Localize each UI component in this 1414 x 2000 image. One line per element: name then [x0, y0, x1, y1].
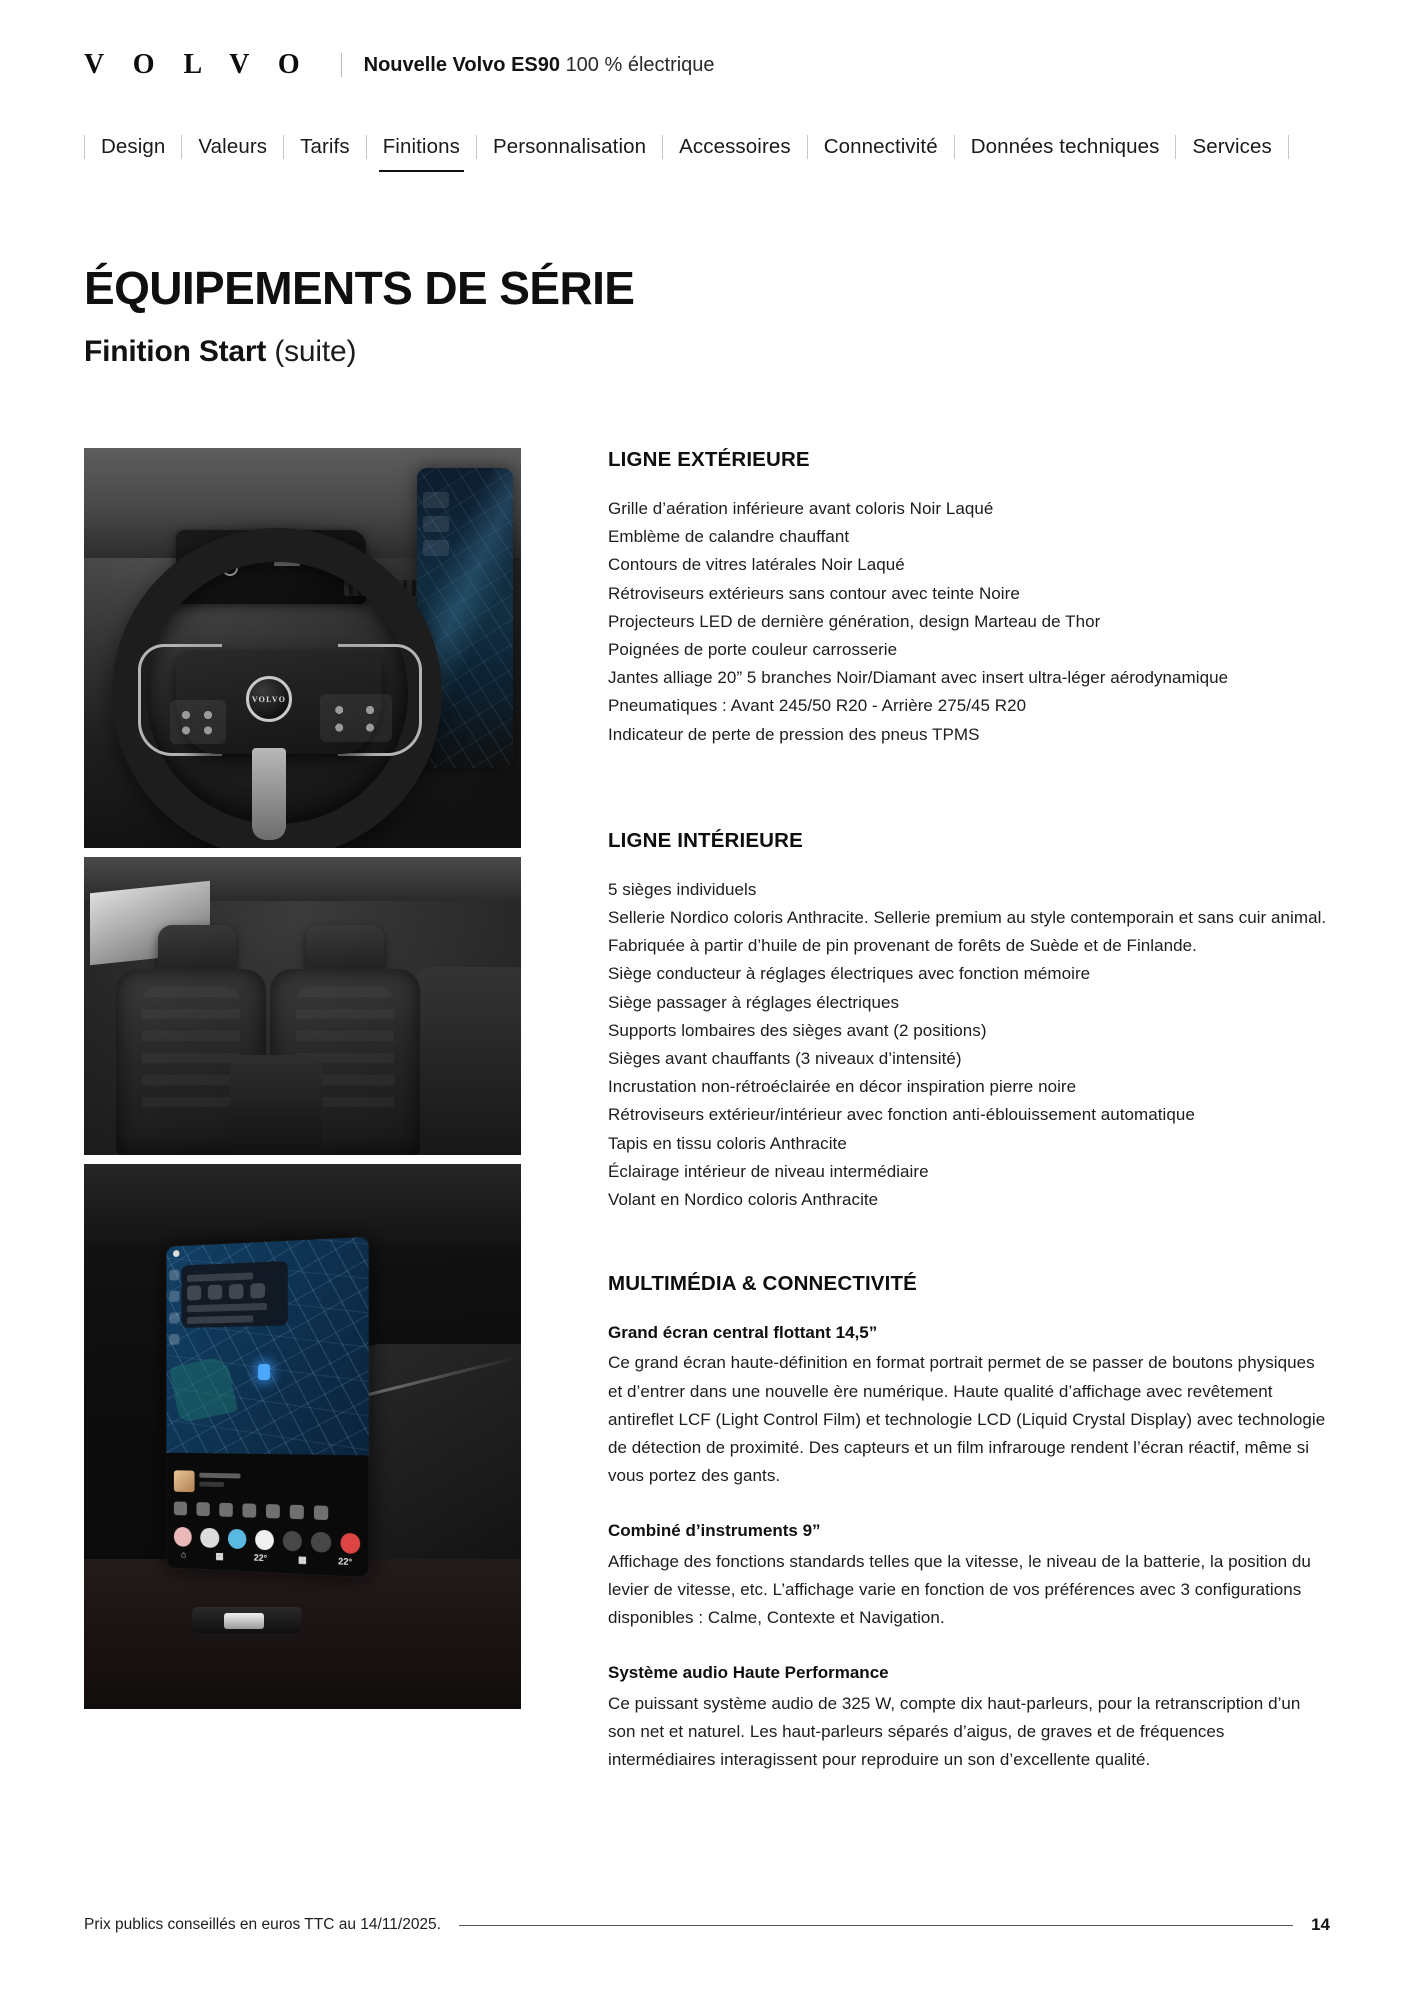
brand-header [84, 48, 715, 82]
section-heading-exterieure: LIGNE EXTÉRIEURE [608, 448, 810, 471]
list-item: Jantes alliage 20” 5 branches Noir/Diamant avec insert ultra-léger aérodynamique [608, 668, 1229, 688]
specifications-content [608, 448, 1328, 1774]
gear-shifter-graphic [224, 1613, 264, 1629]
album-art [174, 1470, 195, 1492]
list-item: Indicateur de perte de pression des pneus TPMS [608, 724, 980, 744]
list-item: Contours de vitres latérales Noir Laqué [608, 555, 905, 575]
list-item: Siège passager à réglages électriques [608, 992, 900, 1012]
list-item: Rétroviseurs extérieur/intérieur avec fonction anti-éblouissement automatique [608, 1105, 1195, 1125]
section-heading-interieure: LIGNE INTÉRIEURE [608, 828, 803, 852]
media-widget[interactable] [174, 1466, 241, 1497]
list-item: Poignées de porte couleur carrosserie [608, 640, 898, 660]
list-item: Tapis en tissu coloris Anthracite [608, 1133, 847, 1153]
nav-item-donnees-techniques[interactable]: Données techniques [970, 135, 1160, 158]
list-item: Sièges avant chauffants (3 niveaux d’intensité) [608, 1049, 962, 1069]
list-item: Incrustation non-rétroéclairée en décor inspiration pierre noire [608, 1077, 1077, 1097]
subsection-title: Combiné d’instruments 9” [608, 1521, 821, 1541]
subsection-body: Affichage des fonctions standards telles que la vitesse, le niveau de la batterie, la position du levier de vitesse, etc. L’affichage varie en fonction de vos préférences avec 3 configurations disponibles : Calme, Contexte et Navigation. [608, 1551, 1311, 1628]
screen-bottom-panel [166, 1453, 368, 1577]
feature-list-exterieure [608, 495, 1328, 749]
footer-rule [459, 1925, 1293, 1926]
subsection-title: Système audio Haute Performance [608, 1663, 889, 1683]
photo-column [84, 448, 521, 1709]
list-item: Projecteurs LED de dernière génération, design Marteau de Thor [608, 611, 1101, 631]
nav-item-services[interactable]: Services [1192, 135, 1272, 158]
page-subtitle-trim: Finition Start [84, 335, 267, 368]
subsection-body: Ce puissant système audio de 325 W, compte dix haut-parleurs, pour la retranscription d’un son net et naturel. Les haut-parleurs séparés d’aigus, de graves et de fréquences intermédiaires interagissent pour reproduire un son d’excellente qualité. [608, 1693, 1301, 1769]
subsection-grand-ecran [608, 1319, 1328, 1490]
nav-item-personnalisation[interactable]: Personnalisation [492, 135, 647, 158]
section-nav[interactable] [84, 128, 1289, 166]
navigation-suggestions-card[interactable] [181, 1261, 287, 1328]
infotainment-screen-graphic [166, 1237, 368, 1577]
list-item: Éclairage intérieur de niveau intermédiaire [608, 1161, 929, 1181]
nav-item-finitions[interactable]: Finitions [367, 128, 476, 166]
model-title [364, 55, 715, 75]
nav-item-connectivite[interactable]: Connectivité [823, 135, 938, 158]
nav-item-valeurs[interactable]: Valeurs [198, 135, 268, 158]
photo-steering-wheel [84, 448, 521, 848]
temp-left[interactable]: 22° [253, 1552, 268, 1564]
subsection-systeme-audio [608, 1659, 1328, 1774]
page-footer [84, 1915, 1330, 1935]
volvo-logo[interactable]: V O L V O [84, 49, 311, 80]
photo-center-display [84, 1164, 521, 1709]
media-controls[interactable] [174, 1501, 360, 1521]
nav-divider [1288, 135, 1289, 159]
page-title: ÉQUIPEMENTS DE SÉRIE [84, 262, 635, 314]
volvo-badge-icon: VOLVO [246, 676, 292, 722]
home-icon[interactable]: ⌂ [180, 1549, 187, 1560]
photo-front-seats [84, 857, 521, 1155]
list-item: Volant en Nordico coloris Anthracite [608, 1190, 879, 1210]
subsection-combine-instruments [608, 1517, 1328, 1632]
list-item: Grille d’aération inférieure avant coloris Noir Laqué [608, 499, 994, 518]
footer-note: Prix publics conseillés en euros TTC au 14/11/2025. [84, 1916, 441, 1933]
nav-item-tarifs[interactable]: Tarifs [300, 135, 350, 158]
vehicle-position-marker [258, 1364, 270, 1380]
page-subtitle-suffix: (suite) [274, 335, 357, 368]
header-divider [341, 53, 342, 77]
model-powertrain: 100 % électrique [565, 54, 715, 76]
list-item: Pneumatiques : Avant 245/50 R20 - Arrière 275/45 R20 [608, 696, 1027, 716]
subsection-title: Grand écran central flottant 14,5” [608, 1323, 878, 1343]
apps-grid-icon[interactable]: ▦ [215, 1550, 224, 1561]
page-number: 14 [1311, 1915, 1330, 1934]
nav-item-accessoires[interactable]: Accessoires [679, 135, 791, 158]
temp-right[interactable]: 22° [338, 1556, 353, 1568]
feature-list-interieure [608, 876, 1328, 1214]
page-subtitle [84, 337, 356, 367]
nav-item-design[interactable]: Design [101, 135, 166, 158]
section-heading-multimedia: MULTIMÉDIA & CONNECTIVITÉ [608, 1272, 917, 1296]
model-name: Nouvelle Volvo ES90 [363, 54, 560, 76]
list-item: Emblème de calandre chauffant [608, 527, 850, 547]
list-item: Siège conducteur à réglages électriques avec fonction mémoire [608, 964, 1091, 984]
screen-left-rail[interactable] [169, 1270, 179, 1368]
list-item: Supports lombaires des sièges avant (2 positions) [608, 1020, 987, 1040]
subsection-body: Ce grand écran haute-définition en format portrait permet de se passer de boutons physiques et d’entrer dans une nouvelle ère numérique. Haute qualité d’affichage avec revêtement antireflet LCF (Light Control Film) et technologie LCD (Liquid Crystal Display) avec technologie de détection de proximité. Des capteurs et un film infrarouge rendent l’écran réactif, même si vous portez des gants. [608, 1353, 1326, 1486]
seat-heat-icon[interactable]: ▦ [298, 1553, 307, 1565]
list-item: Rétroviseurs extérieurs sans contour avec teinte Noire [608, 583, 1020, 603]
list-item: Sellerie Nordico coloris Anthracite. Sellerie premium au style contemporain et sans cuir animal. Fabriquée à partir d’huile de pin provenant de forêts de Suède et de Finlande. [608, 908, 1327, 956]
list-item: 5 sièges individuels [608, 879, 757, 899]
